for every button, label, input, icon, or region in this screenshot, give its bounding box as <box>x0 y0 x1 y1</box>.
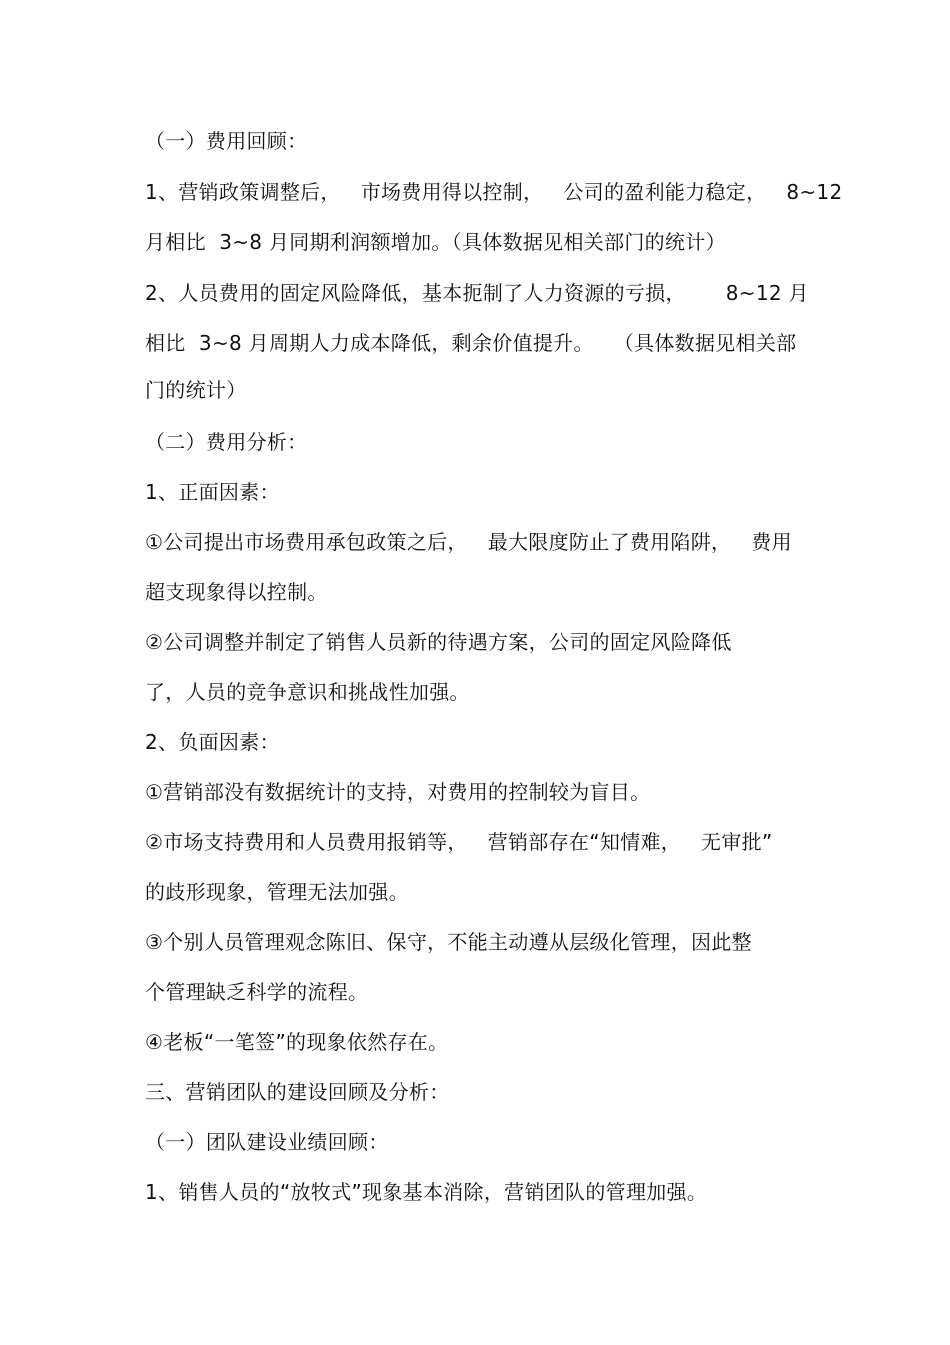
paragraph-line: ②公司调整并制定了销售人员新的待遇方案，公司的固定风险降低 <box>145 630 732 654</box>
paragraph-line: 1、销售人员的“放牧式”现象基本消除，营销团队的管理加强。 <box>145 1180 708 1204</box>
paragraph-line: 1、营销政策调整后， 市场费用得以控制， 公司的盈利能力稳定， 8~12 <box>145 180 843 204</box>
subheading-team-performance: （一）团队建设业绩回顾： <box>145 1130 389 1154</box>
paragraph-line: 月相比 3~8 月同期利润额增加。（具体数据见相关部门的统计） <box>145 230 726 254</box>
paragraph-line: 个管理缺乏科学的流程。 <box>145 980 369 1004</box>
paragraph-line: 2、人员费用的固定风险降低，基本扼制了人力资源的亏损， 8~12 月 <box>145 281 809 305</box>
paragraph-line: ②市场支持费用和人员费用报销等， 营销部存在“知情难， 无审批” <box>145 830 773 854</box>
paragraph-line: ①公司提出市场费用承包政策之后， 最大限度防止了费用陷阱， 费用 <box>145 530 792 554</box>
paragraph-line: 了，人员的竞争意识和挑战性加强。 <box>145 680 470 704</box>
subheading-negative-factors: 2、负面因素： <box>145 730 280 754</box>
paragraph-line: ④老板“一笔签”的现象依然存在。 <box>145 1030 449 1054</box>
heading-team-building: 三、营销团队的建设回顾及分析： <box>145 1080 450 1104</box>
subheading-positive-factors: 1、正面因素： <box>145 480 280 504</box>
paragraph-line: 相比 3~8 月周期人力成本降低，剩余价值提升。 （具体数据见相关部 <box>145 331 797 355</box>
paragraph-line: ③个别人员管理观念陈旧、保守，不能主动遵从层级化管理，因此整 <box>145 930 752 954</box>
paragraph-line: 超支现象得以控制。 <box>145 580 328 604</box>
heading-expense-analysis: （二）费用分析： <box>145 430 308 454</box>
heading-expense-review: （一）费用回顾： <box>145 129 308 153</box>
paragraph-line: ①营销部没有数据统计的支持，对费用的控制较为盲目。 <box>145 780 651 804</box>
paragraph-line: 的歧形现象，管理无法加强。 <box>145 880 409 904</box>
paragraph-line: 门的统计） <box>145 378 247 402</box>
